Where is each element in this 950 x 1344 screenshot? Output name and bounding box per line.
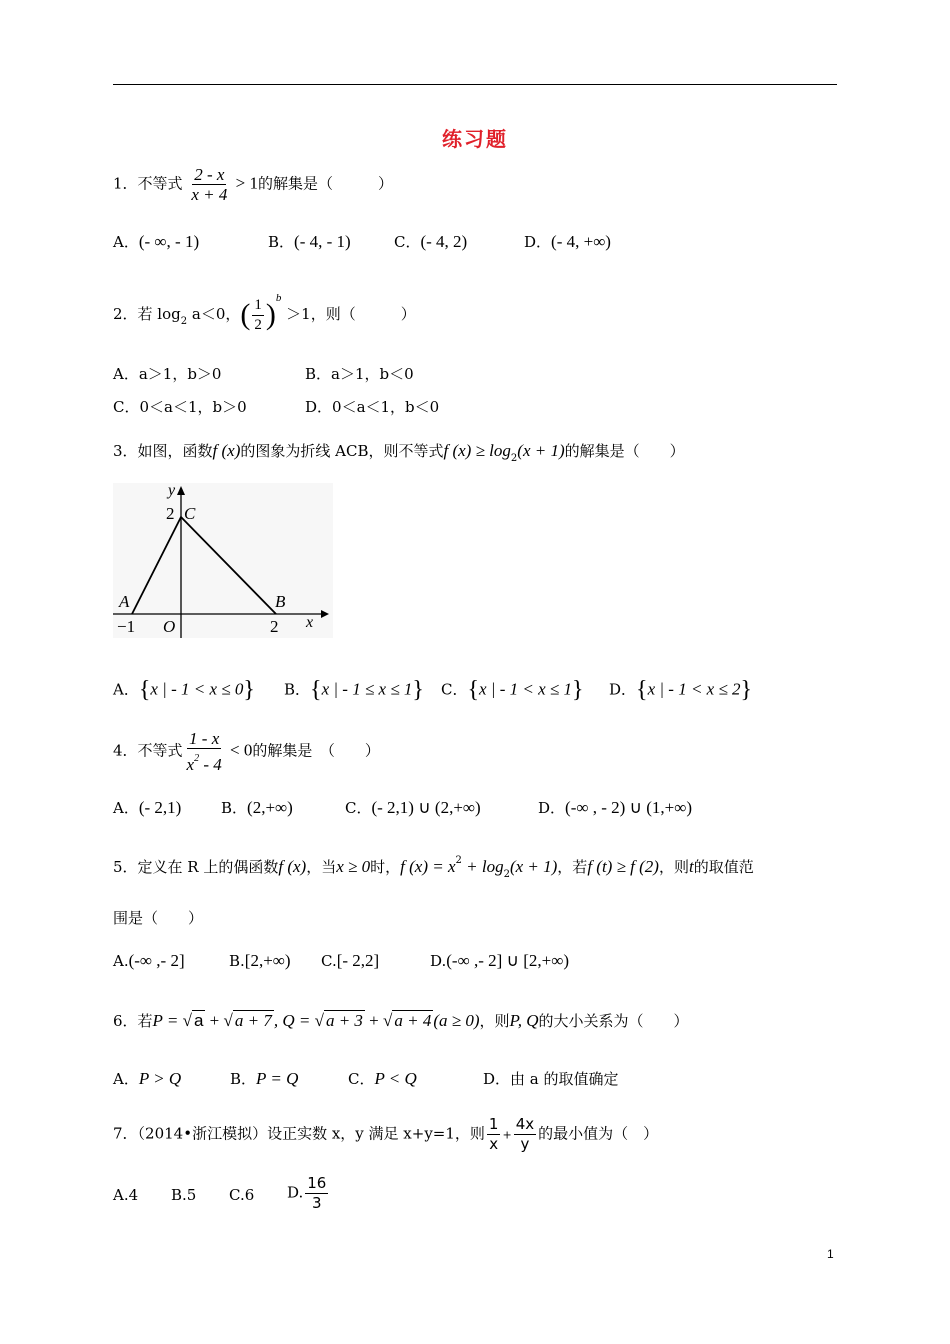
- q2-after-frac: ＞1，则（ ）: [281, 305, 416, 323]
- option-math: x | - 1 < x ≤ 2: [647, 679, 741, 699]
- q5-option-d[interactable]: [430, 951, 569, 971]
- option-label: D．: [538, 799, 566, 817]
- q3-option-a[interactable]: [113, 677, 255, 704]
- q7-f2-den: y: [520, 1135, 530, 1153]
- option-label: D．: [483, 1070, 511, 1088]
- option-math: x | - 1 < x ≤ 0: [150, 679, 244, 699]
- label-B: B: [275, 592, 286, 611]
- option-text: 0＜a＜1，b＜0: [332, 398, 440, 416]
- label-x-two: 2: [270, 617, 279, 636]
- option-math: 5: [186, 1186, 197, 1204]
- q4-fraction: [185, 730, 224, 773]
- q1-fraction: [189, 166, 229, 203]
- q3-option-c[interactable]: [441, 677, 584, 704]
- option-label: D．: [609, 680, 637, 699]
- header-rule: [113, 84, 837, 85]
- q5-option-a[interactable]: [113, 951, 185, 971]
- q4-den-rest: - 4: [199, 755, 222, 774]
- q6-cond: (a ≥ 0): [433, 1011, 480, 1030]
- option-label: D.: [430, 952, 447, 970]
- q5-line2: 围是（ ）: [113, 909, 204, 927]
- option-math: (2,+∞): [247, 798, 293, 817]
- left-paren: (: [240, 298, 251, 331]
- q1-prefix: 1．不等式: [113, 174, 183, 193]
- q2-prefix: 2．若 log: [113, 305, 181, 323]
- page-number: 1: [827, 1247, 834, 1261]
- option-label: B.: [171, 1186, 187, 1204]
- option-label: A．: [113, 799, 139, 817]
- q6-p1: 6．若: [113, 1012, 153, 1030]
- q2-option-b[interactable]: [305, 363, 414, 384]
- question-3: [113, 440, 685, 464]
- q7-option-b[interactable]: [171, 1186, 196, 1204]
- q3-option-b[interactable]: [284, 677, 424, 704]
- q7-f1-den: x: [489, 1135, 499, 1153]
- question-4: [113, 730, 380, 773]
- option-math: (-∞ ,- 2] ∪ [2,+∞): [446, 951, 570, 970]
- sqrt-sign: √: [314, 1011, 324, 1030]
- q3-log-arg: (x + 1): [517, 441, 565, 460]
- q4-option-b[interactable]: [221, 797, 293, 818]
- option-label: C．: [345, 799, 372, 817]
- right-paren: ): [265, 298, 276, 331]
- q6-plus: +: [364, 1011, 384, 1030]
- q1-suffix: 的解集是（ ）: [257, 174, 393, 193]
- q4-relation: < 0: [225, 740, 253, 760]
- sqrt-sign: √: [383, 1011, 393, 1030]
- q2-frac-den: 2: [254, 316, 262, 333]
- option-label: B．: [305, 365, 332, 383]
- q5-eq-b: + log: [461, 857, 504, 876]
- option-label: B．: [230, 1070, 257, 1088]
- option-math: [2,+∞): [244, 951, 291, 970]
- option-label: C．: [394, 233, 421, 251]
- q2-fraction: [252, 297, 264, 334]
- q5-p1: 5．定义在 R 上的偶函数: [113, 858, 279, 876]
- q7-fraction-2: [514, 1116, 536, 1153]
- q7-p1: 7．（2014•浙江模拟）设正实数 x，y 满足 x+y=1，则: [113, 1124, 485, 1143]
- option-label: D．: [524, 233, 552, 251]
- q5-option-c[interactable]: [321, 951, 379, 971]
- q3-option-d[interactable]: [609, 677, 752, 704]
- q3-log-base: 2: [510, 453, 518, 464]
- left-brace: {: [310, 677, 322, 703]
- q4-den-exp: 2: [194, 753, 200, 764]
- q5-eq-exp: 2: [455, 855, 462, 866]
- question-5: [113, 855, 754, 880]
- option-math: (- 4, - 1): [294, 232, 351, 251]
- q7-d-den: 3: [312, 1194, 322, 1212]
- q6-p3: 的大小关系为（ ）: [538, 1012, 689, 1030]
- q6-plus: +: [205, 1011, 224, 1030]
- q6-option-c[interactable]: [348, 1068, 417, 1089]
- option-label: C．: [348, 1070, 375, 1088]
- option-label: B.: [229, 952, 245, 970]
- q4-prefix: 4．不等式: [113, 741, 183, 760]
- q5-eq-c: (x + 1): [509, 857, 558, 876]
- q5-p5: ，则: [658, 858, 689, 876]
- q5-eq-a: f (x) = x: [400, 857, 456, 876]
- option-math: P = Q: [256, 1069, 299, 1088]
- option-math: [- 2,2]: [336, 951, 380, 970]
- q5-option-b[interactable]: [229, 951, 291, 971]
- q5-p6: 的取值范: [693, 858, 754, 876]
- q1-option-d[interactable]: [524, 231, 611, 252]
- q6-Q: , Q =: [273, 1011, 315, 1030]
- option-label: A．: [113, 1070, 139, 1088]
- option-math: P > Q: [138, 1069, 182, 1088]
- option-label: A.: [113, 952, 129, 970]
- option-math: (-∞ ,- 2]: [128, 951, 185, 970]
- q2-exponent: b: [275, 292, 282, 304]
- option-math: 4: [128, 1186, 139, 1204]
- left-brace: {: [138, 677, 151, 703]
- q3-function: f (x): [212, 441, 241, 460]
- option-label: A．: [113, 680, 139, 699]
- q4-numerator: 1 - x: [189, 729, 220, 748]
- q2-option-c[interactable]: [113, 396, 247, 417]
- q1-numerator: 2 - x: [194, 165, 225, 184]
- option-label: C.: [321, 952, 337, 970]
- option-math: (- 2,1): [138, 798, 182, 817]
- q2-after-log: a＜0，: [187, 305, 241, 323]
- q3-graph: [113, 483, 333, 638]
- option-math: x | - 1 < x ≤ 1: [479, 679, 572, 699]
- q5-t: t: [688, 857, 694, 876]
- q1-option-a[interactable]: [113, 231, 199, 252]
- q6-radicand-3: a + 3: [325, 1011, 363, 1030]
- q6-radicand-4: a + 4: [394, 1011, 432, 1030]
- q6-option-b[interactable]: [230, 1068, 298, 1089]
- option-text: 由 a 的取值确定: [510, 1070, 619, 1088]
- q1-option-b[interactable]: [268, 231, 351, 252]
- q6-option-a[interactable]: [113, 1068, 181, 1089]
- q5-ineq: f (t) ≥ f (2): [587, 857, 659, 876]
- sqrt-sign: √: [182, 1011, 192, 1030]
- q2-option-d[interactable]: [305, 396, 439, 417]
- right-brace: }: [740, 677, 753, 703]
- q6-option-d[interactable]: [483, 1068, 619, 1089]
- option-math: (- 4, +∞): [551, 232, 611, 251]
- label-x: x: [306, 614, 314, 631]
- q7-plus: +: [502, 1128, 512, 1142]
- right-brace: }: [572, 677, 584, 703]
- option-label: D.: [287, 1183, 304, 1202]
- option-math: (- 4, 2): [420, 232, 468, 251]
- q2-option-a[interactable]: [113, 363, 221, 384]
- q4-option-d[interactable]: [538, 797, 692, 818]
- option-text: 0＜a＜1，b＞0: [139, 398, 247, 416]
- q5-cond: x ≥ 0: [336, 857, 371, 876]
- q6-p2: ，则: [479, 1012, 510, 1030]
- option-label: B．: [268, 233, 295, 251]
- q5-p4: ，若: [557, 858, 588, 876]
- option-label: A.: [113, 1186, 129, 1204]
- q6-P: P =: [152, 1011, 183, 1030]
- option-label: B．: [221, 799, 248, 817]
- q3-inequality: f (x) ≥ log: [443, 441, 511, 460]
- q5-f1: f (x): [278, 857, 307, 876]
- q4-option-a[interactable]: [113, 797, 181, 818]
- option-label: C.: [229, 1186, 245, 1204]
- option-label: A．: [113, 365, 139, 383]
- label-minus-one: −1: [117, 617, 136, 636]
- left-brace: {: [467, 677, 480, 703]
- q3-part1: 3．如图，函数: [113, 442, 213, 460]
- question-7: [113, 1116, 658, 1153]
- question-1: [113, 166, 393, 203]
- q7-option-a[interactable]: [113, 1186, 138, 1204]
- option-label: B．: [284, 680, 311, 699]
- q4-option-c[interactable]: [345, 797, 481, 818]
- option-text: a＞1，b＞0: [138, 365, 222, 383]
- q7-p2: 的最小值为（ ）: [538, 1124, 659, 1143]
- q5-p3: 时，: [370, 858, 401, 876]
- q7-f2-num: 4x: [515, 1115, 535, 1133]
- page-title: 练习题: [442, 127, 508, 151]
- q6-radicand-2: a + 7: [234, 1011, 272, 1030]
- q7-d-fraction: [305, 1175, 328, 1212]
- option-label: A．: [113, 233, 139, 251]
- option-math: (-∞ , - 2) ∪ (1,+∞): [565, 798, 693, 817]
- q7-option-d[interactable]: [287, 1175, 330, 1212]
- option-math: (- 2,1) ∪ (2,+∞): [371, 798, 481, 817]
- q5-eq-sub: 2: [503, 869, 510, 880]
- q1-relation: > 1: [231, 173, 258, 193]
- q6-radicand-1: a: [193, 1011, 204, 1030]
- q3-part2: 的图象为折线 ACB，则不等式: [240, 442, 444, 460]
- q4-suffix: 的解集是 （ ）: [252, 741, 380, 760]
- q2-frac-num: 1: [252, 297, 264, 316]
- option-math: (- ∞, - 1): [138, 232, 200, 251]
- option-label: D．: [305, 398, 333, 416]
- right-brace: }: [412, 677, 424, 703]
- q4-den-base: x: [186, 755, 195, 774]
- q5-p2: ，当: [306, 858, 337, 876]
- label-C: C: [184, 504, 196, 523]
- label-A: A: [119, 592, 130, 611]
- q1-denominator: x + 4: [191, 185, 228, 204]
- option-math: P < Q: [374, 1069, 417, 1088]
- q7-fraction-1: [487, 1116, 501, 1153]
- q4-denominator: [185, 749, 224, 773]
- q1-option-c[interactable]: [394, 231, 467, 252]
- q7-f1-num: 1: [488, 1115, 499, 1133]
- option-label: C．: [113, 398, 140, 416]
- q3-part3: 的解集是（ ）: [564, 442, 685, 460]
- label-y-two: 2: [166, 504, 175, 523]
- option-text: a＞1，b＜0: [331, 365, 414, 383]
- q2-log-base: 2: [180, 316, 188, 327]
- q7-d-num: 16: [307, 1174, 327, 1192]
- right-brace: }: [243, 677, 255, 703]
- question-6: [113, 1010, 689, 1031]
- option-math: x | - 1 ≤ x ≤ 1: [321, 679, 413, 699]
- question-2: [113, 292, 416, 334]
- q7-option-c[interactable]: [229, 1186, 254, 1204]
- label-y: y: [168, 483, 176, 499]
- option-math: 6: [244, 1186, 255, 1204]
- option-label: C．: [441, 680, 468, 699]
- label-O: O: [163, 617, 176, 636]
- q6-PQ: P, Q: [509, 1011, 539, 1030]
- sqrt-sign: √: [223, 1011, 233, 1030]
- left-brace: {: [636, 677, 648, 703]
